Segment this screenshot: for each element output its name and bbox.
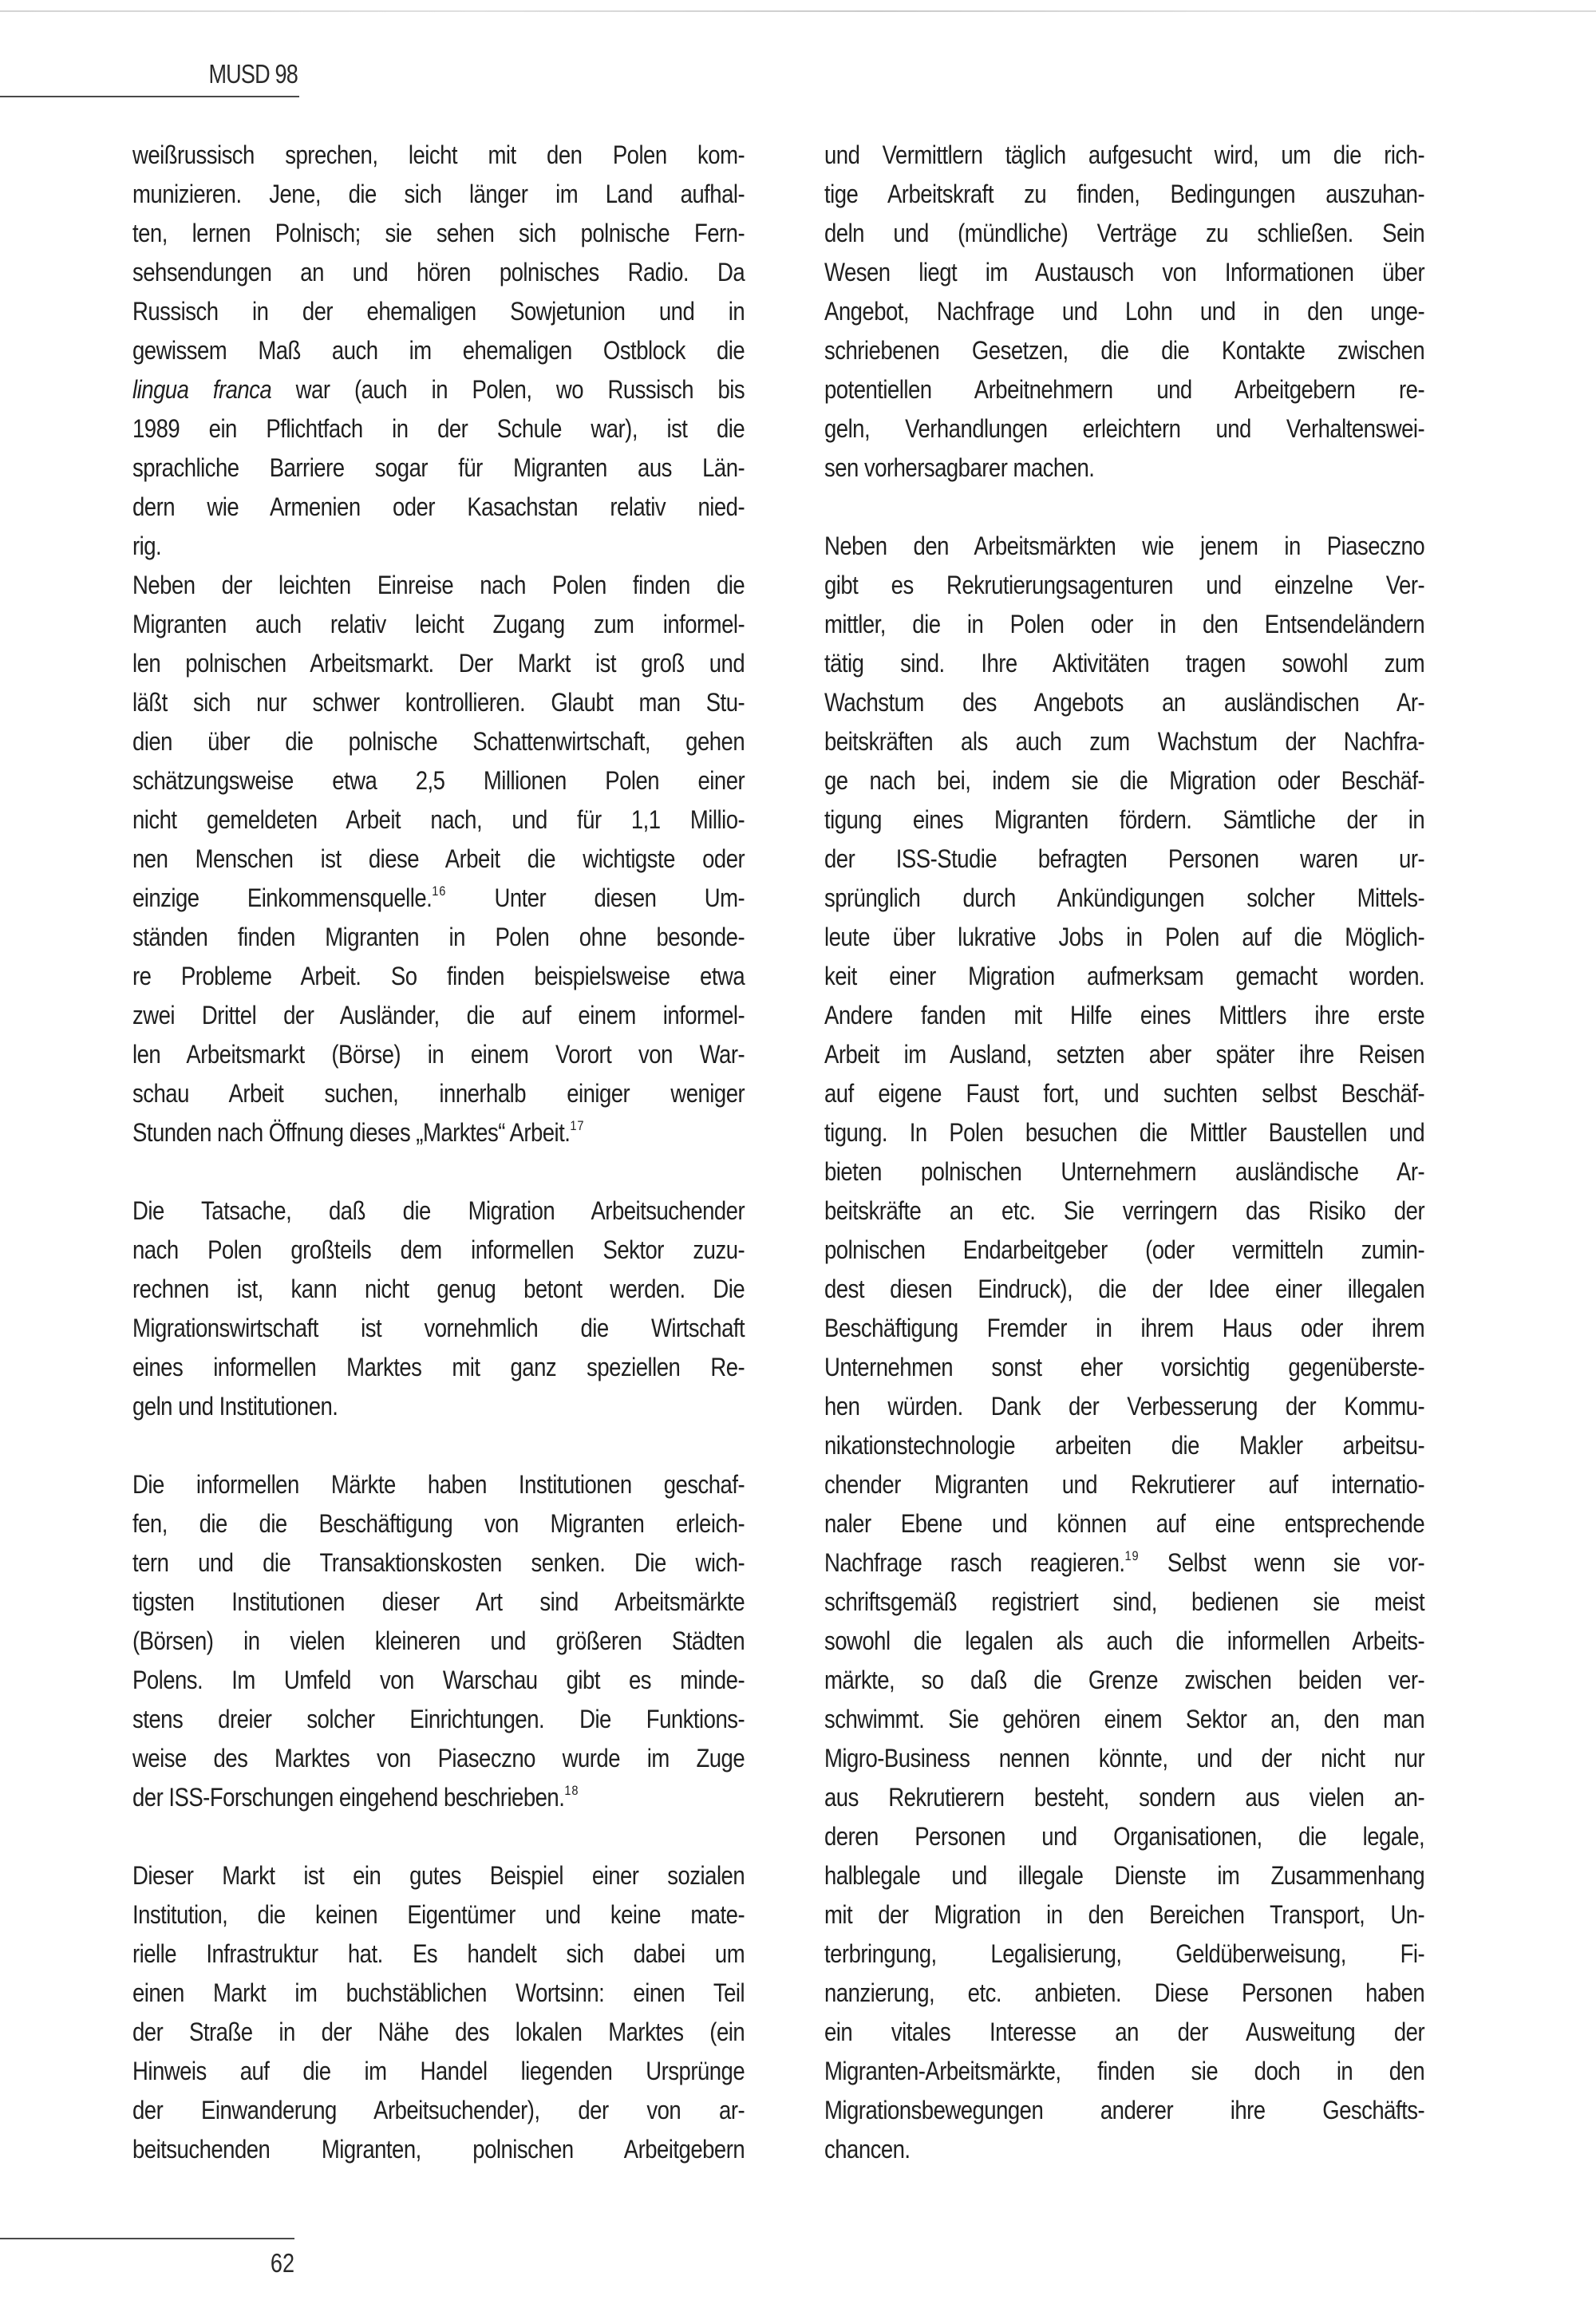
text-line: schriftsgemäß registriert sind, bedienen sie meist	[824, 1587, 1425, 1616]
text-fragment: Nachfrage rasch reagieren.	[824, 1548, 1125, 1577]
text-line: Unternehmen sonst eher vorsichtig gegenüberste-	[824, 1353, 1425, 1381]
text-line: Dieser Markt ist ein gutes Beispiel einer sozialen	[132, 1861, 745, 1890]
text-fragment: Selbst wenn sie vor-	[1139, 1548, 1425, 1577]
text-line	[132, 1778, 745, 1817]
italic-term: lingua franca	[132, 375, 272, 404]
text-line: nach Polen großteils dem informellen Sektor zuzu-	[132, 1235, 745, 1264]
text-line	[132, 879, 745, 918]
text-line: geln und Institutionen.	[132, 1392, 338, 1421]
text-fragment: einzige Einkommensquelle.	[132, 883, 433, 912]
text-line: dien über die polnische Schattenwirtschaft, gehen	[132, 727, 745, 756]
text-line: läßt sich nur schwer kontrollieren. Glaubt man Stu-	[132, 688, 745, 717]
left-column	[132, 136, 745, 2169]
text-line: sen vorhersagbarer machen.	[824, 453, 1095, 482]
text-line: Migro-Business nennen könnte, und der nicht nur	[824, 1744, 1425, 1773]
text-line: Hinweis auf die im Handel liegenden Ursprünge	[132, 2057, 745, 2085]
text-line: ein vitales Interesse an der Ausweitung der	[824, 2018, 1425, 2046]
text-fragment: Stunden nach Öffnung dieses „Marktes“ Arbeit.	[132, 1118, 571, 1147]
text-line: auf eigene Faust fort, und suchten selbst Beschäf-	[824, 1079, 1425, 1108]
text-fragment: der ISS-Forschungen eingehend beschrieben.	[132, 1783, 565, 1812]
text-line: Migrationswirtschaft ist vornehmlich die Wirtschaft	[132, 1314, 745, 1342]
text-line: tige Arbeitskraft zu finden, Bedingungen auszuhan-	[824, 180, 1425, 208]
text-line: märkte, so daß die Grenze zwischen beiden ver-	[824, 1666, 1425, 1694]
text-line: Neben der leichten Einreise nach Polen finden die	[132, 571, 745, 599]
text-line: gewissem Maß auch im ehemaligen Ostblock die	[132, 336, 745, 365]
text-line: und Vermittlern täglich aufgesucht wird, um die rich-	[824, 140, 1425, 169]
scan-edge-line	[0, 10, 1596, 12]
text-line: dest diesen Eindruck), die der Idee einer illegalen	[824, 1275, 1425, 1303]
text-line: beitsuchenden Migranten, polnischen Arbeitgebern	[132, 2135, 745, 2164]
text-line: der Straße in der Nähe des lokalen Marktes (ein	[132, 2018, 745, 2046]
paragraph	[824, 527, 1424, 2169]
text-line: gibt es Rekrutierungsagenturen und einzelne Ver-	[824, 571, 1425, 599]
text-line: re Probleme Arbeit. So finden beispielsweise etwa	[132, 962, 745, 990]
text-line: bieten polnischen Unternehmern ausländische Ar-	[824, 1157, 1425, 1186]
text-line: chender Migranten und Rekrutierer auf internatio-	[824, 1470, 1425, 1499]
text-line: sowohl die legalen als auch die informellen Arbeits-	[824, 1626, 1425, 1655]
text-line: geln, Verhandlungen erleichtern und Verhaltenswei-	[824, 414, 1425, 443]
text-line: schätzungsweise etwa 2,5 Millionen Polen einer	[132, 766, 745, 795]
text-line: potentiellen Arbeitnehmern und Arbeitgebern re-	[824, 375, 1425, 404]
footnote-marker[interactable]: 17	[570, 1118, 585, 1133]
text-line: schwimmt. Sie gehören einem Sektor an, den man	[824, 1705, 1425, 1733]
text-line: tätig sind. Ihre Aktivitäten tragen sowohl zum	[824, 649, 1425, 678]
text-line: nicht gemeldeten Arbeit nach, und für 1,1 Millio-	[132, 805, 745, 834]
paragraph	[824, 136, 1424, 488]
text-line: schau Arbeit suchen, innerhalb einiger weniger	[132, 1079, 745, 1108]
text-line: keit einer Migration aufmerksam gemacht worden.	[824, 962, 1425, 990]
text-line: sehsendungen an und hören polnisches Radio. Da	[132, 258, 745, 287]
text-line: nikationstechnologie arbeiten die Makler arbeitsu-	[824, 1431, 1425, 1460]
text-line: beitskräften als auch zum Wachstum der Nachfra-	[824, 727, 1425, 756]
text-line: tigung eines Migranten fördern. Sämtliche der in	[824, 805, 1425, 834]
footnote-marker[interactable]: 18	[564, 1783, 579, 1798]
text-line: halblegale und illegale Dienste im Zusammenhang	[824, 1861, 1425, 1890]
paragraph	[132, 1856, 745, 2169]
text-line: tern und die Transaktionskosten senken. Die wich-	[132, 1548, 745, 1577]
text-line: Migrationsbewegungen anderer ihre Geschäfts-	[824, 2096, 1425, 2124]
text-line: rechnen ist, kann nicht genug betont werden. Die	[132, 1275, 745, 1303]
footnote-marker[interactable]: 19	[1124, 1548, 1140, 1563]
text-line: len Arbeitsmarkt (Börse) in einem Vorort von War-	[132, 1040, 745, 1069]
text-line: hen würden. Dank der Verbesserung der Kommu-	[824, 1392, 1425, 1421]
text-line: len polnischen Arbeitsmarkt. Der Markt ist groß und	[132, 649, 745, 678]
text-line: Angebot, Nachfrage und Lohn und in den unge-	[824, 297, 1425, 326]
text-line: eines informellen Marktes mit ganz speziellen Re-	[132, 1353, 745, 1381]
text-line: Migranten auch relativ leicht Zugang zum informel-	[132, 610, 745, 638]
text-line: 1989 ein Pflichtfach in der Schule war), ist die	[132, 414, 745, 443]
right-column	[824, 136, 1424, 2169]
text-line: Wachstum des Angebots an ausländischen Ar-	[824, 688, 1425, 717]
text-line: tigung. In Polen besuchen die Mittler Baustellen und	[824, 1118, 1425, 1147]
text-line: munizieren. Jene, die sich länger im Land aufhal-	[132, 180, 745, 208]
text-fragment: war (auch in Polen, wo Russisch bis	[295, 375, 745, 404]
text-line: sprünglich durch Ankündigungen solcher Mittels-	[824, 883, 1425, 912]
text-line: einen Markt im buchstäblichen Wortsinn: einen Teil	[132, 1978, 745, 2007]
text-fragment: Unter diesen Um-	[446, 883, 745, 912]
text-line: stens dreier solcher Einrichtungen. Die Funktions-	[132, 1705, 745, 1733]
text-line: schriebenen Gesetzen, die die Kontakte zwischen	[824, 336, 1425, 365]
text-line: Neben den Arbeitsmärkten wie jenem in Piaseczno	[824, 532, 1425, 560]
text-line: Institution, die keinen Eigentümer und keine mate-	[132, 1900, 745, 1929]
text-line: ständen finden Migranten in Polen ohne besonde-	[132, 923, 745, 951]
text-line: (Börsen) in vielen kleineren und größeren Städten	[132, 1626, 745, 1655]
text-line: der Einwanderung Arbeitsuchender), der von ar-	[132, 2096, 745, 2124]
text-line: nen Menschen ist diese Arbeit die wichtigste oder	[132, 844, 745, 873]
footnote-marker[interactable]: 16	[432, 883, 447, 899]
text-line: Beschäftigung Fremder in ihrem Haus oder ihrem	[824, 1314, 1425, 1342]
page-number: 62	[270, 2248, 294, 2278]
text-line	[824, 1543, 1424, 1583]
text-line: weise des Marktes von Piaseczno wurde im Zuge	[132, 1744, 745, 1773]
text-line: mittler, die in Polen oder in den Entsendeländern	[824, 610, 1425, 638]
text-line: weißrussisch sprechen, leicht mit den Polen kom-	[132, 140, 745, 169]
paragraph	[132, 1192, 745, 1426]
text-line: leute über lukrative Jobs in Polen auf die Möglich-	[824, 923, 1425, 951]
text-line: nanzierung, etc. anbieten. Diese Personen haben	[824, 1978, 1425, 2007]
text-line: Wesen liegt im Austausch von Informationen über	[824, 258, 1425, 287]
text-line: rielle Infrastruktur hat. Es handelt sich dabei um	[132, 1939, 745, 1968]
header-rule	[0, 96, 299, 97]
text-line: naler Ebene und können auf eine entsprechende	[824, 1509, 1425, 1538]
text-line: deren Personen und Organisationen, die legale,	[824, 1822, 1425, 1851]
text-line: terbringung, Legalisierung, Geldüberweisung, Fi-	[824, 1939, 1425, 1968]
text-line: Die informellen Märkte haben Institutionen geschaf-	[132, 1470, 745, 1499]
text-line: dern wie Armenien oder Kasachstan relativ nied-	[132, 492, 745, 521]
text-line: Die Tatsache, daß die Migration Arbeitsuchender	[132, 1196, 745, 1225]
text-line: mit der Migration in den Bereichen Transport, Un-	[824, 1900, 1425, 1929]
footer-rule	[0, 2238, 294, 2239]
text-line: ge nach bei, indem sie die Migration oder Beschäf-	[824, 766, 1425, 795]
paragraph	[132, 1465, 745, 1817]
text-line: Russisch in der ehemaligen Sowjetunion und in	[132, 297, 745, 326]
text-line: tigsten Institutionen dieser Art sind Arbeitsmärkte	[132, 1587, 745, 1616]
text-line: fen, die die Beschäftigung von Migranten erleich-	[132, 1509, 745, 1538]
text-line: sprachliche Barriere sogar für Migranten aus Län-	[132, 453, 745, 482]
text-line: chancen.	[824, 2135, 911, 2164]
running-head: MUSD 98	[208, 59, 298, 89]
text-line: Andere fanden mit Hilfe eines Mittlers ihre erste	[824, 1001, 1425, 1030]
text-line	[132, 370, 745, 409]
text-line: Migranten-Arbeitsmärkte, finden sie doch in den	[824, 2057, 1425, 2085]
text-line: aus Rekrutierern besteht, sondern aus vielen an-	[824, 1783, 1425, 1812]
text-line: Arbeit im Ausland, setzten aber später ihre Reisen	[824, 1040, 1425, 1069]
text-line: deln und (mündliche) Verträge zu schließen. Sein	[824, 219, 1425, 247]
text-line: ten, lernen Polnisch; sie sehen sich polnische Fern-	[132, 219, 745, 247]
text-line: beitskräfte an etc. Sie verringern das Risiko der	[824, 1196, 1425, 1225]
paragraph	[132, 136, 745, 566]
text-line: Polens. Im Umfeld von Warschau gibt es minde-	[132, 1666, 745, 1694]
text-line: der ISS-Studie befragten Personen waren ur-	[824, 844, 1425, 873]
paragraph	[132, 566, 745, 1152]
text-line: polnischen Endarbeitgeber (oder vermitteln zumin-	[824, 1235, 1425, 1264]
text-line: zwei Drittel der Ausländer, die auf einem informel-	[132, 1001, 745, 1030]
text-line	[132, 1113, 745, 1152]
text-line: rig.	[132, 532, 162, 560]
